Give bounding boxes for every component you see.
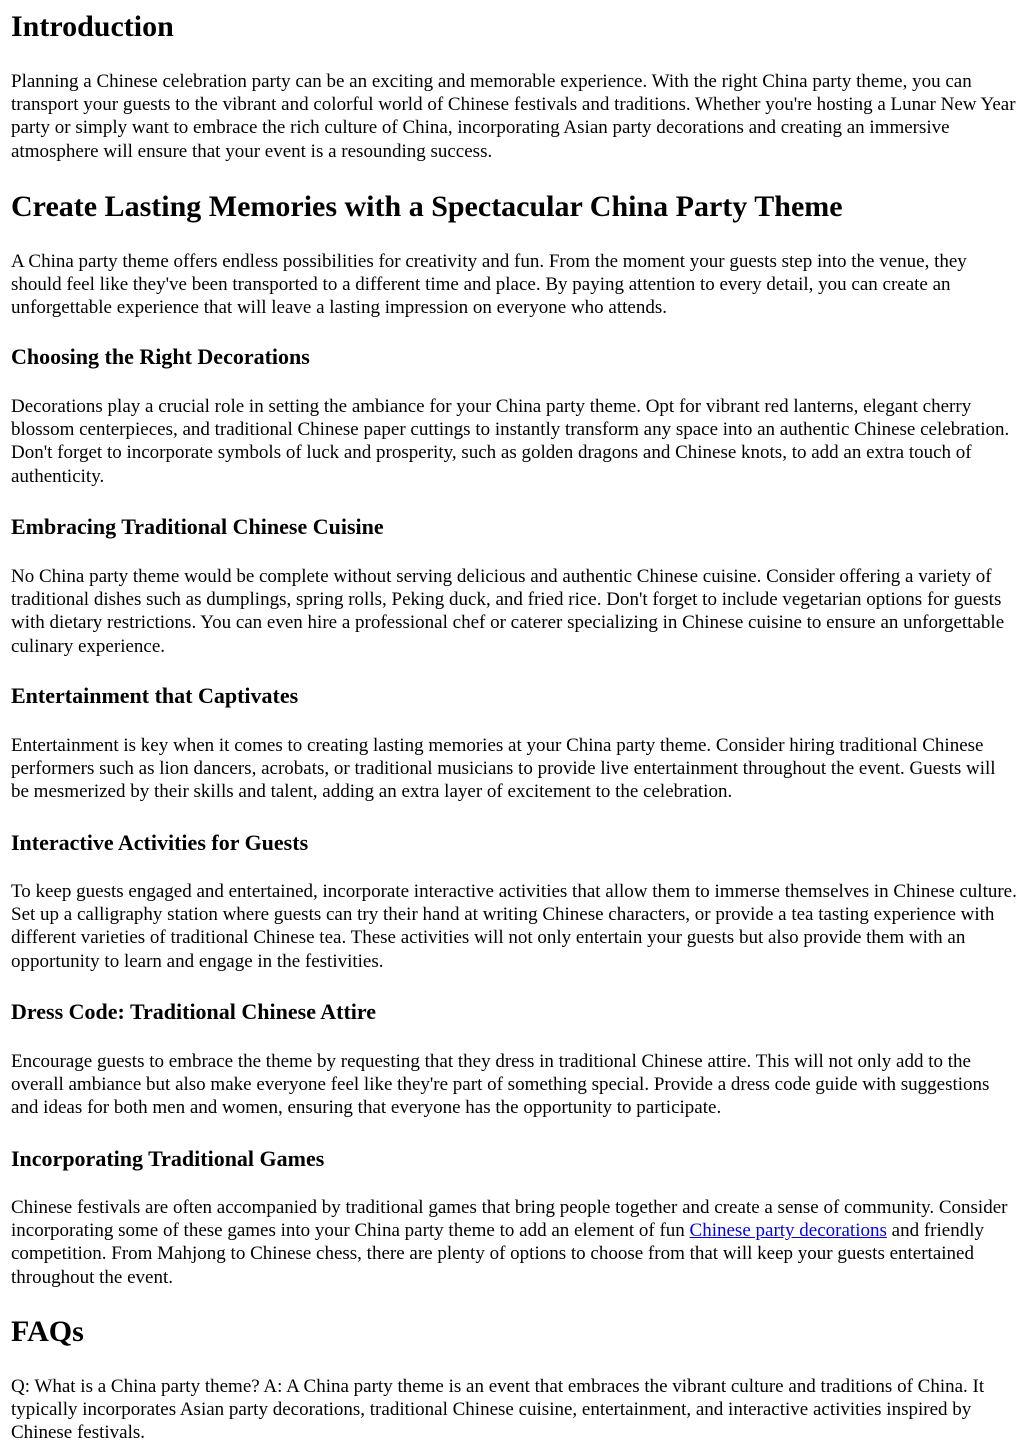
paragraph-traditional-games [11, 1196, 1017, 1289]
games-text-before-link: Chinese festivals are often accompanied by traditional games that bring people together and create a sense of community. Consider incorporating some of these games into your China party theme to add an element of fun [11, 1197, 1008, 1242]
paragraph-interactive-activities: To keep guests engaged and entertained, incorporate interactive activities that allow them to immerse themselves in Chinese culture. Set up a calligraphy station where guests can try their hand at writing Chinese characters, or provide a tea tasting experience with different varieties of traditional Chinese tea. These activities will not only entertain your guests but also provide them with an opportunity to learn and engage in the festivities. [11, 881, 1017, 972]
paragraph-create-lasting-memories: A China party theme offers endless possibilities for creativity and fun. From the moment your guests step into the venue, they should feel like they've been transported to a different time and place. By paying attention to every detail, you can create an unforgettable experience that will leave a lasting impression on everyone who attends. [11, 251, 967, 319]
heading-create-lasting-memories: Create Lasting Memories with a Spectacular China Party Theme [11, 190, 843, 223]
paragraph-chinese-cuisine: No China party theme would be complete without serving delicious and authentic Chinese cuisine. Consider offering a variety of traditional dishes such as dumplings, spring rolls, Peking duck, and fried rice. Don't forget to include vegetarian options for guests with dietary restrictions. You can even hire a professional chef or caterer specializing in Chinese cuisine to ensure an unforgettable culinary experience. [11, 566, 1005, 657]
heading-interactive-activities: Interactive Activities for Guests [11, 830, 309, 855]
heading-chinese-cuisine: Embracing Traditional Chinese Cuisine [11, 514, 384, 539]
games-text-after-link: and friendly competition. From Mahjong to Chinese chess, there are plenty of options to choose from that will keep your guests entertained throughout the event. [11, 1220, 984, 1288]
paragraph-introduction: Planning a Chinese celebration party can be an exciting and memorable experience. With the right China party theme, you can transport your guests to the vibrant and colorful world of Chinese festivals and traditions. Whether you're hosting a Lunar New Year party or simply want to embrace the rich culture of China, incorporating Asian party decorations and creating an immersive atmosphere will ensure that your event is a resounding success. [11, 71, 1016, 162]
heading-entertainment: Entertainment that Captivates [11, 683, 299, 708]
paragraph-choosing-decorations: Decorations play a crucial role in setting the ambiance for your China party theme. Opt for vibrant red lanterns, elegant cherry blossom centerpieces, and traditional Chinese paper cuttings to instantly transform any space into an authentic Chinese celebration. Don't forget to incorporate symbols of luck and prosperity, such as golden dragons and Chinese knots, to add an extra touch of authenticity. [11, 396, 1010, 487]
paragraph-dress-code: Encourage guests to embrace the theme by requesting that they dress in traditional Chinese attire. This will not only add to the overall ambiance but also make everyone feel like they're part of something special. Provide a dress code guide with suggestions and ideas for both men and women, ensuring that everyone has the opportunity to participate. [11, 1051, 990, 1119]
heading-introduction: Introduction [11, 10, 174, 43]
paragraph-entertainment: Entertainment is key when it comes to creating lasting memories at your China party theme. Consider hiring traditional Chinese performers such as lion dancers, acrobats, or traditional musicians to provide live entertainment throughout the event. Guests will be mesmerized by their skills and talent, adding an extra layer of excitement to the celebration. [11, 735, 996, 803]
heading-traditional-games: Incorporating Traditional Games [11, 1146, 325, 1171]
heading-choosing-decorations: Choosing the Right Decorations [11, 344, 310, 369]
heading-faqs: FAQs [11, 1315, 84, 1348]
heading-dress-code: Dress Code: Traditional Chinese Attire [11, 999, 377, 1024]
paragraph-faq-answer: Q: What is a China party theme? A: A China party theme is an event that embraces the vibrant culture and traditions of China. It typically incorporates Asian party decorations, traditional Chinese cuisine, entertainment, and interactive activities inspired by Chinese festivals. [11, 1376, 985, 1444]
chinese-party-decorations-link[interactable]: Chinese party decorations [689, 1220, 887, 1242]
